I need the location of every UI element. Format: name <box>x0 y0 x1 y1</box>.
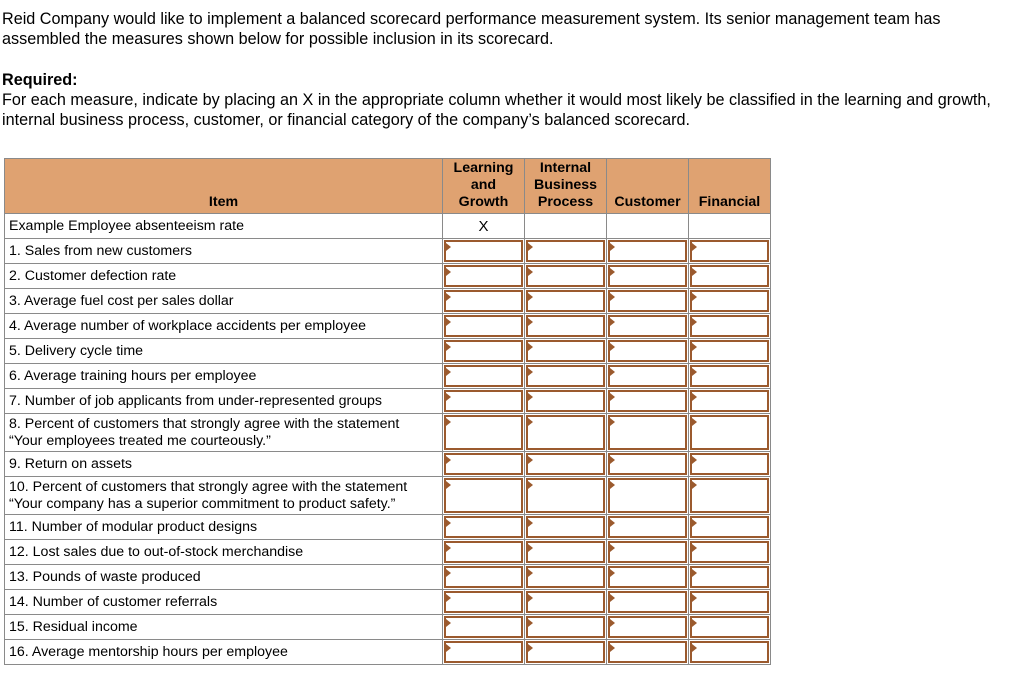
answer-cell-learning-growth <box>443 565 525 590</box>
answer-cell-internal-business-process <box>525 565 607 590</box>
table-row <box>5 590 771 615</box>
example-row <box>5 214 771 239</box>
measure-label: 6. Average training hours per employee <box>5 364 443 389</box>
input-marker-icon <box>446 343 451 351</box>
answer-input-internal-business-process[interactable] <box>526 641 605 663</box>
input-marker-icon <box>446 268 451 276</box>
example-item-label: Example Employee absenteeism rate <box>5 214 443 239</box>
answer-cell-learning-growth <box>443 590 525 615</box>
example-empty-cell <box>689 214 771 239</box>
answer-cell-internal-business-process <box>525 264 607 289</box>
answer-input-internal-business-process[interactable] <box>526 365 605 387</box>
input-marker-icon <box>446 393 451 401</box>
answer-input-customer[interactable] <box>608 516 687 538</box>
table-row <box>5 414 771 452</box>
input-marker-icon <box>610 544 615 552</box>
table-row <box>5 264 771 289</box>
measure-label: 10. Percent of customers that strongly agree with the statement “Your company has a superior commitment to product safety.” <box>5 477 443 515</box>
answer-input-internal-business-process[interactable] <box>526 265 605 287</box>
answer-cell-internal-business-process <box>525 239 607 264</box>
answer-input-learning-growth[interactable] <box>444 591 523 613</box>
measure-label: 3. Average fuel cost per sales dollar <box>5 289 443 314</box>
answer-input-internal-business-process[interactable] <box>526 478 605 513</box>
input-marker-icon <box>610 418 615 426</box>
answer-cell-internal-business-process <box>525 364 607 389</box>
answer-input-financial[interactable] <box>690 290 769 312</box>
answer-cell-financial <box>689 389 771 414</box>
answer-input-financial[interactable] <box>690 641 769 663</box>
input-marker-icon <box>692 243 697 251</box>
input-marker-icon <box>610 644 615 652</box>
input-marker-icon <box>610 268 615 276</box>
answer-input-customer[interactable] <box>608 566 687 588</box>
answer-cell-customer <box>607 515 689 540</box>
measure-label: 2. Customer defection rate <box>5 264 443 289</box>
answer-input-customer[interactable] <box>608 616 687 638</box>
example-empty-cell <box>525 214 607 239</box>
answer-input-financial[interactable] <box>690 240 769 262</box>
input-marker-icon <box>528 393 533 401</box>
answer-cell-learning-growth <box>443 515 525 540</box>
answer-input-customer[interactable] <box>608 641 687 663</box>
input-marker-icon <box>610 293 615 301</box>
answer-cell-internal-business-process <box>525 590 607 615</box>
answer-input-financial[interactable] <box>690 616 769 638</box>
answer-cell-financial <box>689 264 771 289</box>
answer-input-learning-growth[interactable] <box>444 290 523 312</box>
answer-cell-internal-business-process <box>525 640 607 665</box>
input-marker-icon <box>692 368 697 376</box>
answer-input-customer[interactable] <box>608 265 687 287</box>
measure-label: 13. Pounds of waste produced <box>5 565 443 590</box>
answer-input-internal-business-process[interactable] <box>526 415 605 450</box>
answer-cell-financial <box>689 565 771 590</box>
input-marker-icon <box>528 481 533 489</box>
answer-input-customer[interactable] <box>608 478 687 513</box>
table-row <box>5 364 771 389</box>
input-marker-icon <box>446 619 451 627</box>
answer-cell-learning-growth <box>443 452 525 477</box>
answer-cell-financial <box>689 640 771 665</box>
answer-cell-financial <box>689 239 771 264</box>
measure-label: 8. Percent of customers that strongly agree with the statement “Your employees treated me courteously.” <box>5 414 443 452</box>
answer-cell-internal-business-process <box>525 477 607 515</box>
answer-input-customer[interactable] <box>608 415 687 450</box>
answer-cell-customer <box>607 264 689 289</box>
measure-label: 4. Average number of workplace accidents per employee <box>5 314 443 339</box>
input-marker-icon <box>692 268 697 276</box>
answer-cell-financial <box>689 540 771 565</box>
input-marker-icon <box>692 519 697 527</box>
answer-cell-customer <box>607 477 689 515</box>
input-marker-icon <box>528 544 533 552</box>
input-marker-icon <box>610 481 615 489</box>
answer-cell-financial <box>689 314 771 339</box>
input-marker-icon <box>528 243 533 251</box>
answer-cell-financial <box>689 414 771 452</box>
answer-input-customer[interactable] <box>608 453 687 475</box>
answer-input-customer[interactable] <box>608 591 687 613</box>
input-marker-icon <box>610 456 615 464</box>
input-marker-icon <box>446 293 451 301</box>
input-marker-icon <box>528 456 533 464</box>
answer-cell-customer <box>607 314 689 339</box>
input-marker-icon <box>528 418 533 426</box>
input-marker-icon <box>610 368 615 376</box>
required-instructions: For each measure, indicate by placing an X in the appropriate column whether it would most likely be classified in the learning and growth, internal business process, customer, or financial category of the company’s balanced scorecard. <box>2 91 991 129</box>
answer-input-financial[interactable] <box>690 415 769 450</box>
input-marker-icon <box>446 594 451 602</box>
answer-cell-financial <box>689 452 771 477</box>
input-marker-icon <box>692 343 697 351</box>
answer-input-financial[interactable] <box>690 478 769 513</box>
answer-input-financial[interactable] <box>690 566 769 588</box>
input-marker-icon <box>528 569 533 577</box>
answer-input-internal-business-process[interactable] <box>526 616 605 638</box>
answer-cell-financial <box>689 515 771 540</box>
answer-cell-internal-business-process <box>525 314 607 339</box>
answer-cell-customer <box>607 540 689 565</box>
intro-paragraph: Reid Company would like to implement a balanced scorecard performance measurement system. Its senior management team has assembled the measures shown below for possible inclusion in its scorecard. <box>2 10 941 48</box>
input-marker-icon <box>446 544 451 552</box>
answer-input-learning-growth[interactable] <box>444 566 523 588</box>
table-row <box>5 339 771 364</box>
answer-cell-customer <box>607 239 689 264</box>
input-marker-icon <box>446 318 451 326</box>
answer-input-financial[interactable] <box>690 340 769 362</box>
answer-input-internal-business-process[interactable] <box>526 453 605 475</box>
input-marker-icon <box>610 569 615 577</box>
answer-cell-customer <box>607 640 689 665</box>
scorecard-table <box>4 158 771 665</box>
input-marker-icon <box>692 481 697 489</box>
answer-input-learning-growth[interactable] <box>444 641 523 663</box>
measure-label: 1. Sales from new customers <box>5 239 443 264</box>
answer-input-customer[interactable] <box>608 390 687 412</box>
answer-cell-customer <box>607 339 689 364</box>
input-marker-icon <box>692 594 697 602</box>
table-row <box>5 615 771 640</box>
input-marker-icon <box>528 318 533 326</box>
answer-cell-learning-growth <box>443 640 525 665</box>
answer-cell-internal-business-process <box>525 540 607 565</box>
header-financial: Financial <box>689 159 771 214</box>
answer-input-internal-business-process[interactable] <box>526 390 605 412</box>
input-marker-icon <box>528 519 533 527</box>
answer-cell-customer <box>607 452 689 477</box>
answer-input-financial[interactable] <box>690 265 769 287</box>
required-heading: Required: <box>2 71 78 89</box>
answer-input-financial[interactable] <box>690 315 769 337</box>
input-marker-icon <box>610 594 615 602</box>
measure-label: 16. Average mentorship hours per employee <box>5 640 443 665</box>
answer-input-learning-growth[interactable] <box>444 315 523 337</box>
answer-input-internal-business-process[interactable] <box>526 240 605 262</box>
input-marker-icon <box>446 519 451 527</box>
answer-cell-customer <box>607 590 689 615</box>
answer-cell-learning-growth <box>443 389 525 414</box>
header-item: Item <box>5 159 443 214</box>
answer-input-customer[interactable] <box>608 365 687 387</box>
input-marker-icon <box>692 619 697 627</box>
answer-input-financial[interactable] <box>690 390 769 412</box>
input-marker-icon <box>692 393 697 401</box>
answer-input-learning-growth[interactable] <box>444 240 523 262</box>
answer-cell-learning-growth <box>443 289 525 314</box>
answer-cell-customer <box>607 414 689 452</box>
input-marker-icon <box>692 456 697 464</box>
input-marker-icon <box>528 268 533 276</box>
answer-cell-financial <box>689 590 771 615</box>
answer-cell-internal-business-process <box>525 414 607 452</box>
measure-label: 11. Number of modular product designs <box>5 515 443 540</box>
input-marker-icon <box>610 318 615 326</box>
answer-cell-learning-growth <box>443 264 525 289</box>
header-row <box>5 159 771 214</box>
answer-input-internal-business-process[interactable] <box>526 591 605 613</box>
answer-input-internal-business-process[interactable] <box>526 516 605 538</box>
input-marker-icon <box>610 343 615 351</box>
example-empty-cell <box>607 214 689 239</box>
measure-label: 14. Number of customer referrals <box>5 590 443 615</box>
answer-input-internal-business-process[interactable] <box>526 340 605 362</box>
answer-cell-learning-growth <box>443 615 525 640</box>
input-marker-icon <box>528 293 533 301</box>
answer-input-learning-growth[interactable] <box>444 340 523 362</box>
answer-cell-learning-growth <box>443 477 525 515</box>
input-marker-icon <box>528 644 533 652</box>
table-row <box>5 239 771 264</box>
answer-input-customer[interactable] <box>608 290 687 312</box>
input-marker-icon <box>692 318 697 326</box>
answer-cell-internal-business-process <box>525 452 607 477</box>
answer-cell-internal-business-process <box>525 615 607 640</box>
answer-cell-internal-business-process <box>525 389 607 414</box>
answer-cell-learning-growth <box>443 540 525 565</box>
answer-input-learning-growth[interactable] <box>444 365 523 387</box>
answer-cell-learning-growth <box>443 314 525 339</box>
answer-input-financial[interactable] <box>690 541 769 563</box>
input-marker-icon <box>446 243 451 251</box>
answer-cell-financial <box>689 289 771 314</box>
answer-input-customer[interactable] <box>608 541 687 563</box>
input-marker-icon <box>610 243 615 251</box>
answer-cell-learning-growth <box>443 364 525 389</box>
answer-input-internal-business-process[interactable] <box>526 541 605 563</box>
input-marker-icon <box>610 619 615 627</box>
table-row <box>5 452 771 477</box>
input-marker-icon <box>446 481 451 489</box>
input-marker-icon <box>692 644 697 652</box>
answer-cell-internal-business-process <box>525 339 607 364</box>
table-row <box>5 289 771 314</box>
measure-label: 12. Lost sales due to out-of-stock merchandise <box>5 540 443 565</box>
answer-input-internal-business-process[interactable] <box>526 290 605 312</box>
table-row <box>5 540 771 565</box>
table-row <box>5 389 771 414</box>
measure-rows <box>5 239 771 665</box>
measure-label: 5. Delivery cycle time <box>5 339 443 364</box>
answer-input-learning-growth[interactable] <box>444 415 523 450</box>
answer-input-financial[interactable] <box>690 365 769 387</box>
answer-cell-financial <box>689 339 771 364</box>
input-marker-icon <box>446 368 451 376</box>
input-marker-icon <box>692 418 697 426</box>
header-learning-growth: Learning and Growth <box>443 159 525 214</box>
input-marker-icon <box>610 519 615 527</box>
answer-input-learning-growth[interactable] <box>444 541 523 563</box>
input-marker-icon <box>528 343 533 351</box>
table-row <box>5 565 771 590</box>
table-row <box>5 640 771 665</box>
table-row <box>5 477 771 515</box>
answer-cell-learning-growth <box>443 414 525 452</box>
answer-cell-customer <box>607 565 689 590</box>
input-marker-icon <box>446 569 451 577</box>
input-marker-icon <box>528 594 533 602</box>
answer-cell-customer <box>607 289 689 314</box>
answer-input-internal-business-process[interactable] <box>526 566 605 588</box>
input-marker-icon <box>692 293 697 301</box>
measure-label: 15. Residual income <box>5 615 443 640</box>
header-customer: Customer <box>607 159 689 214</box>
answer-input-learning-growth[interactable] <box>444 453 523 475</box>
answer-cell-financial <box>689 364 771 389</box>
measure-label: 7. Number of job applicants from under-represented groups <box>5 389 443 414</box>
answer-input-financial[interactable] <box>690 516 769 538</box>
input-marker-icon <box>528 368 533 376</box>
answer-cell-customer <box>607 364 689 389</box>
answer-cell-internal-business-process <box>525 289 607 314</box>
answer-input-customer[interactable] <box>608 315 687 337</box>
input-marker-icon <box>610 393 615 401</box>
input-marker-icon <box>692 569 697 577</box>
input-marker-icon <box>692 544 697 552</box>
answer-input-financial[interactable] <box>690 591 769 613</box>
answer-input-learning-growth[interactable] <box>444 516 523 538</box>
header-internal-business-process: Internal Business Process <box>525 159 607 214</box>
example-mark: X <box>443 214 525 239</box>
answer-cell-learning-growth <box>443 339 525 364</box>
answer-cell-learning-growth <box>443 239 525 264</box>
input-marker-icon <box>528 619 533 627</box>
input-marker-icon <box>446 456 451 464</box>
answer-input-financial[interactable] <box>690 453 769 475</box>
table-row <box>5 314 771 339</box>
answer-input-customer[interactable] <box>608 240 687 262</box>
table-row <box>5 515 771 540</box>
answer-input-customer[interactable] <box>608 340 687 362</box>
answer-input-learning-growth[interactable] <box>444 390 523 412</box>
answer-input-learning-growth[interactable] <box>444 478 523 513</box>
answer-cell-customer <box>607 389 689 414</box>
answer-cell-internal-business-process <box>525 515 607 540</box>
answer-cell-customer <box>607 615 689 640</box>
answer-cell-financial <box>689 477 771 515</box>
answer-input-internal-business-process[interactable] <box>526 315 605 337</box>
answer-input-learning-growth[interactable] <box>444 265 523 287</box>
answer-cell-financial <box>689 615 771 640</box>
answer-input-learning-growth[interactable] <box>444 616 523 638</box>
input-marker-icon <box>446 418 451 426</box>
input-marker-icon <box>446 644 451 652</box>
measure-label: 9. Return on assets <box>5 452 443 477</box>
